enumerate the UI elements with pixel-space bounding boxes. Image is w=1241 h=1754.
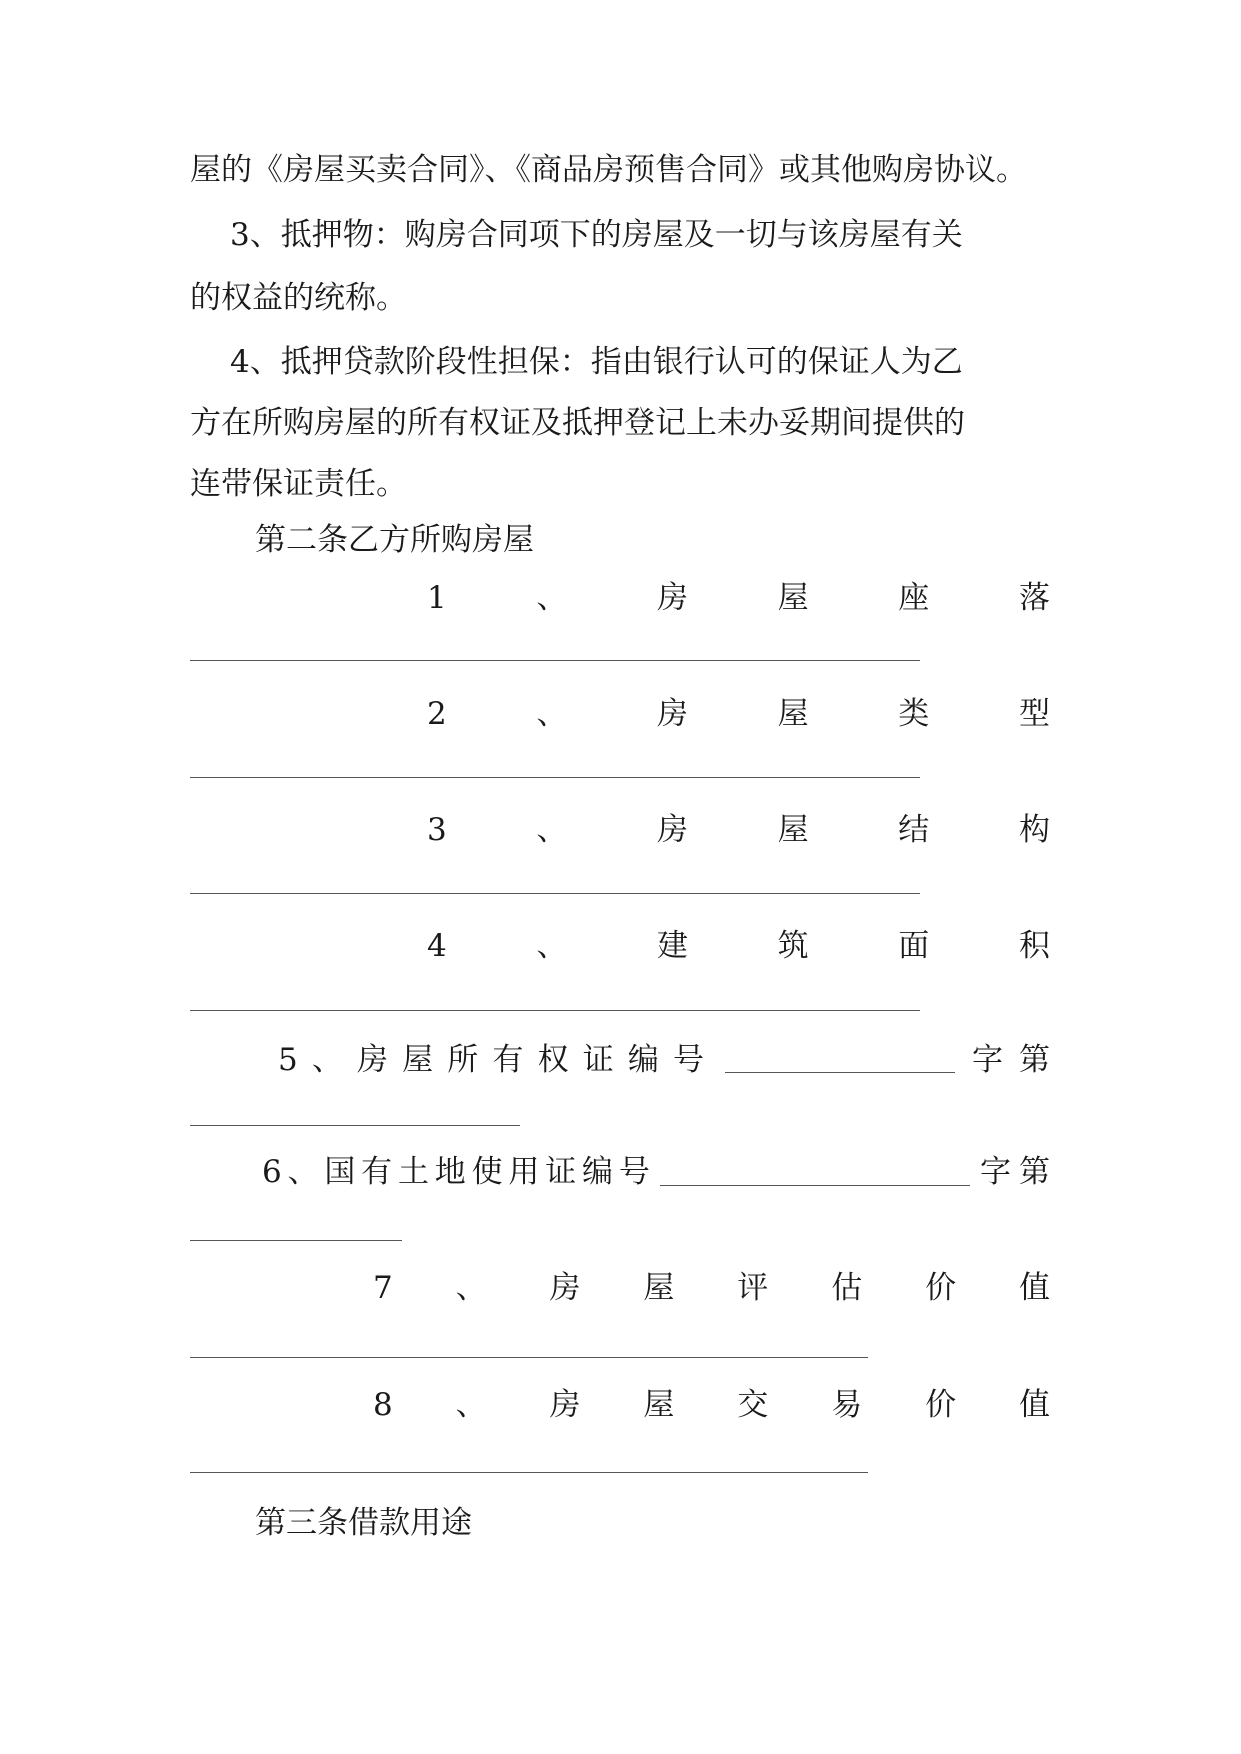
form-item-label: 8 、 房 屋 交 易 价 值 — [373, 1387, 1050, 1423]
paragraph-text: 方在所购房屋的所有权证及抵押登记上未办妥期间提供的 — [190, 405, 965, 441]
blank-line — [190, 893, 920, 894]
form-item-label: 1 、 房 屋 座 落 — [427, 580, 1050, 616]
blank-line — [190, 1357, 868, 1358]
form-item-label: 字 第 — [972, 1042, 1050, 1078]
blank-line — [190, 777, 920, 778]
form-item-label: 5 、 房 屋 所 有 权 证 编 号 — [278, 1042, 704, 1078]
paragraph-text: 屋的《房屋买卖合同》、《商品房预售合同》或其他购房协议。 — [190, 152, 1027, 188]
blank-line — [190, 1240, 402, 1241]
article-heading: 第二条乙方所购房屋 — [255, 522, 534, 558]
blank-line — [190, 1010, 920, 1011]
article-heading: 第三条借款用途 — [255, 1505, 472, 1541]
paragraph-text: 连带保证责任。 — [190, 466, 407, 502]
form-item-label: 字 第 — [980, 1154, 1050, 1190]
form-item-label: 6 、 国 有 土 地 使 用 证 编 号 — [262, 1154, 650, 1190]
blank-line — [725, 1072, 955, 1073]
paragraph-text: 4、抵押贷款阶段性担保：指由银行认可的保证人为乙 — [230, 344, 963, 380]
form-item-label: 3 、 房 屋 结 构 — [427, 812, 1050, 848]
blank-line — [190, 1472, 868, 1473]
blank-line — [660, 1185, 970, 1186]
form-item-label: 4 、 建 筑 面 积 — [427, 928, 1050, 964]
paragraph-text: 3、抵押物：购房合同项下的房屋及一切与该房屋有关 — [230, 217, 963, 253]
blank-line — [190, 660, 920, 661]
form-item-label: 2 、 房 屋 类 型 — [427, 696, 1050, 732]
blank-line — [190, 1125, 520, 1126]
paragraph-text: 的权益的统称。 — [190, 280, 407, 316]
form-item-label: 7 、 房 屋 评 估 价 值 — [373, 1270, 1050, 1306]
